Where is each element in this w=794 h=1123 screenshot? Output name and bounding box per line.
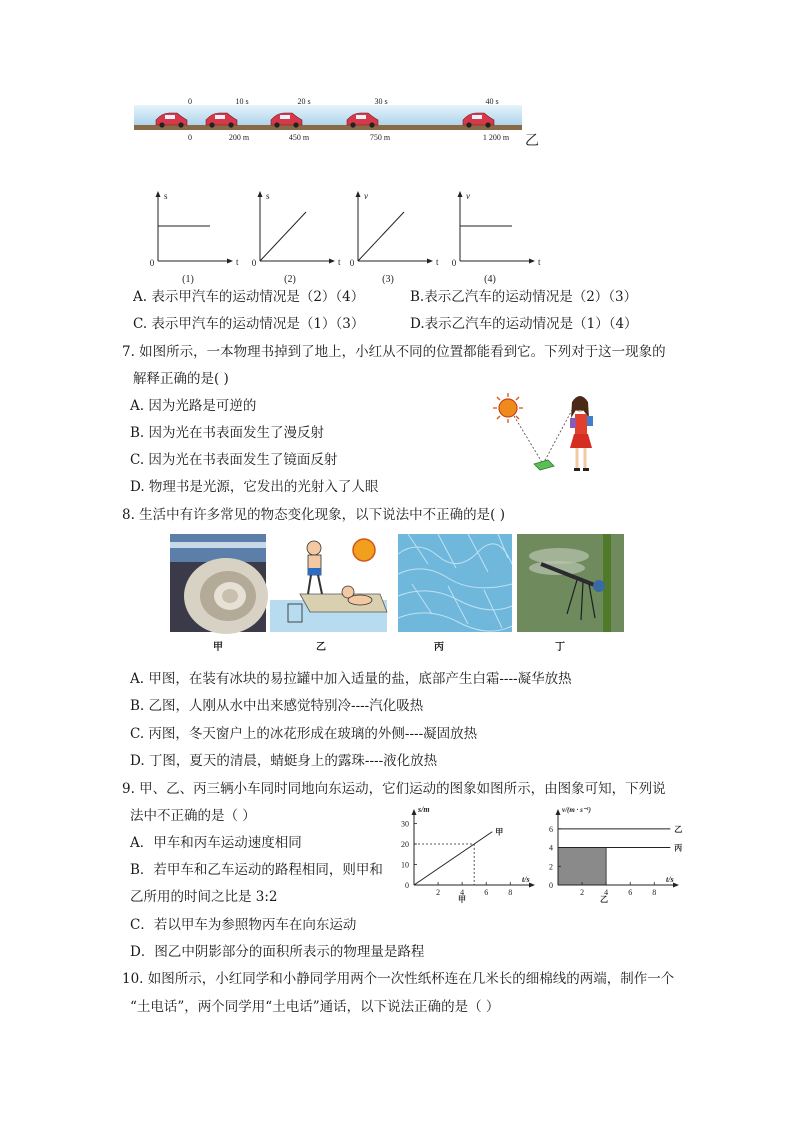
y-tick-label: 0 [549, 881, 553, 890]
book-icon [534, 460, 554, 470]
mini-graph-x-label: t [538, 257, 541, 267]
q9-stem-line1: 9. 甲、乙、丙三辆小车同时同地向东运动，它们运动的图象如图所示，由图象可知，下列说 [122, 781, 666, 797]
q7-stem-line1: 7. 如图所示，一本物理书掉到了地上，小红从不同的位置都能看到它。下列对于这一现象的 [122, 344, 666, 360]
chart-yi-svg [540, 806, 690, 906]
q8-photo-yi [270, 534, 387, 632]
y-tick-label: 2 [549, 862, 553, 872]
q7-option-b: B. 因为光在书表面发生了漫反射 [130, 425, 325, 441]
distance-label: 0 [188, 133, 192, 142]
series-jia-label: 甲 [495, 827, 504, 837]
mini-graph-origin: 0 [149, 258, 155, 268]
distance-label: 450 m [288, 133, 310, 142]
x-tick-label: 2 [436, 888, 441, 897]
q8-caption-jia: 甲 [213, 642, 223, 653]
x-axis-label: t/s [522, 875, 530, 884]
time-label: 0 [188, 97, 192, 106]
q6-option-b: B.表示乙汽车的运动情况是（2）（3） [410, 289, 638, 305]
mini-graph-x-label: t [236, 257, 239, 267]
chart-yi-caption: 乙 [600, 895, 608, 904]
q9-option-b1: B．若甲车和乙车运动的路程相同，则甲和 [130, 862, 383, 878]
q6-option-c: C. 表示甲汽车的运动情况是（1）（3） [133, 316, 365, 332]
x-tick-label: 6 [484, 888, 489, 897]
distance-label: 750 m [369, 133, 391, 142]
chart-yi [540, 806, 690, 906]
x-axis-arrow [673, 883, 679, 888]
mini-graph-y-label: v [466, 191, 470, 201]
mini-graph [452, 191, 541, 285]
q9-option-c: C．若以甲车为参照物丙车在向东运动 [130, 917, 357, 933]
road-figure-svg [134, 96, 544, 148]
x-tick-label: 4 [604, 888, 609, 897]
series-jia-line [414, 832, 492, 885]
y-tick-label: 20 [401, 840, 409, 850]
q8-photo-bing [398, 534, 512, 632]
q7-illustration [488, 388, 608, 478]
y-tick-label: 0 [405, 881, 409, 890]
mini-graph-origin: 0 [451, 258, 457, 268]
q7-option-c: C. 因为光在书表面发生了镜面反射 [130, 452, 338, 468]
y-axis-arrow [412, 809, 417, 815]
q8-stem: 8. 生活中有许多常见的物态变化现象，以下说法中不正确的是( ) [122, 507, 505, 523]
q8-caption-ding: 丁 [555, 642, 565, 653]
mini-graph-caption: (2) [284, 274, 296, 285]
chart-jia-caption: 甲 [458, 895, 466, 904]
q7-option-a: A. 因为光路是可逆的 [130, 398, 257, 414]
chart-jia [392, 806, 542, 906]
q8-option-a: A. 甲图，在装有冰块的易拉罐中加入适量的盐，底部产生白霜----凝华放热 [130, 671, 572, 687]
mini-graph-caption: (3) [382, 274, 394, 285]
mini-graph-y-label: s [164, 191, 168, 201]
chart-jia-svg [392, 806, 542, 906]
q9-stem-line2: 法中不正确的是（ ） [130, 808, 256, 824]
y-tick-label: 4 [549, 843, 553, 853]
mini-graph-x-label: t [338, 257, 341, 267]
mini-graph-x-label: t [436, 257, 439, 267]
girl-icon [570, 396, 593, 471]
x-tick-label: 8 [652, 888, 657, 897]
q10-stem-line1: 10. 如图所示，小红同学和小静同学用两个一次性纸杯连在几米长的细棉线的两端，制作一个 [122, 971, 675, 987]
y-tick-label: 10 [401, 860, 409, 870]
q9-option-b2: 乙所用的时间之比是 3:2 [130, 889, 278, 905]
distance-label: 200 m [228, 133, 250, 142]
mini-graph-origin: 0 [251, 258, 257, 268]
q7-option-d: D. 物理书是光源，它发出的光射入了人眼 [130, 479, 379, 495]
x-tick-label: 2 [580, 888, 585, 897]
mini-graph [350, 191, 439, 285]
q8-caption-bing: 丙 [434, 642, 444, 653]
x-axis-label: t/s [666, 875, 674, 884]
time-label: 10 s [235, 97, 249, 106]
q8-option-c: C. 丙图，冬天窗户上的冰花形成在玻璃的外侧----凝固放热 [130, 726, 478, 742]
time-label: 30 s [374, 97, 388, 106]
mini-graph [252, 191, 341, 285]
x-tick-label: 6 [628, 888, 633, 897]
y-axis-label: v/(m · s⁻¹) [562, 806, 591, 814]
mini-graph-y-label: v [364, 191, 368, 201]
mini-graph-y-label: s [266, 191, 270, 201]
road-figure [134, 96, 544, 148]
mini-graphs [148, 188, 541, 288]
time-label: 40 s [485, 97, 499, 106]
y-axis-arrow [556, 809, 561, 815]
shaded-area [558, 848, 606, 885]
q7-stem-line2: 解释正确的是( ) [133, 371, 229, 387]
y-axis-label: s/m [418, 805, 430, 814]
mini-graph-caption: (4) [484, 274, 496, 285]
distance-label: 1 200 m [482, 133, 510, 142]
series-label: 乙 [674, 824, 683, 834]
mini-graph-line [260, 212, 306, 261]
mini-graph-origin: 0 [349, 258, 355, 268]
q8-photo-jia [170, 534, 266, 632]
light-ray [514, 410, 572, 464]
mini-graph-caption: (1) [182, 274, 194, 285]
road-band [134, 125, 522, 130]
q9-option-d: D．图乙中阴影部分的面积所表示的物理量是路程 [130, 944, 425, 960]
y-tick-label: 30 [401, 819, 409, 829]
q9-option-a: A．甲车和丙车运动速度相同 [130, 835, 302, 851]
q6-option-a: A. 表示甲汽车的运动情况是（2）（4） [133, 289, 365, 305]
road-figure-label: 乙 [525, 133, 539, 149]
q8-option-b: B. 乙图，人刚从水中出来感觉特别冷----汽化吸热 [130, 698, 424, 714]
x-tick-label: 4 [460, 888, 465, 897]
mini-graph-line [358, 212, 404, 261]
sun-icon [493, 393, 523, 423]
x-tick-label: 8 [508, 888, 513, 897]
mini-graph [150, 191, 239, 285]
x-axis-arrow [529, 883, 535, 888]
q6-option-d: D.表示乙汽车的运动情况是（1）（4） [410, 316, 638, 332]
q8-caption-yi: 乙 [316, 642, 326, 653]
y-tick-label: 6 [549, 824, 553, 834]
time-label: 20 s [297, 97, 311, 106]
q8-photo-ding [517, 534, 624, 632]
q10-stem-line2: “土电话”，两个同学用“土电话”通话，以下说法正确的是（ ） [130, 999, 500, 1015]
q8-option-d: D. 丁图，夏天的清晨，蜻蜓身上的露珠----液化放热 [130, 753, 438, 769]
mini-graphs-svg [148, 188, 541, 288]
series-label: 丙 [674, 843, 683, 853]
